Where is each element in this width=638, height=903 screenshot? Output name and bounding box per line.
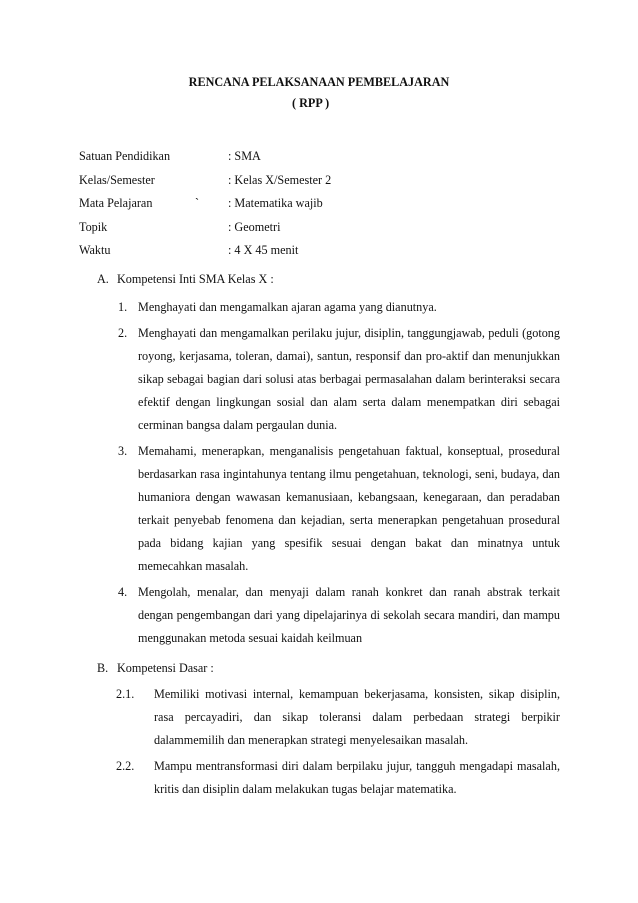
meta-label: Satuan Pendidikan (79, 149, 171, 163)
meta-label: Waktu (79, 243, 111, 257)
list-item (116, 683, 560, 752)
section-heading-text: Kompetensi Dasar : (117, 661, 214, 675)
item-number: 4. (118, 585, 128, 599)
meta-value: : Kelas X/Semester 2 (228, 172, 332, 187)
kompetensi-inti-list (118, 296, 560, 650)
meta-label: Kelas/Semester (79, 172, 155, 187)
item-number: 2.2. (116, 759, 135, 773)
item-number: 3. (118, 444, 128, 458)
document-subtitle: ( RPP ) (292, 96, 330, 110)
list-item (118, 581, 560, 650)
meta-mark: ` (195, 196, 200, 210)
section-letter: B. (97, 661, 109, 675)
item-number: 2.1. (116, 687, 135, 701)
item-text: Memahami, menerapkan, menganalisis pengetahuan faktual, konseptual, prosedural berdasarkan rasa ingintahunya tentang ilmu pengetahuan, teknologi, seni, budaya, dan humaniora dengan wawasan kemanusiaan, kebangsaan, kenegaraan, dan peradaban terkait penyebab fenomena dan kejadian, serta menerapkan pengetahuan prosedural pada bidang kajian yang spesifik sesuai dengan bakat dan minatnya untuk memecahkan masalah. (138, 444, 560, 573)
item-text: Menghayati dan mengamalkan perilaku jujur, disiplin, tanggungjawab, peduli (gotong royong, kerjasama, toleran, damai), santun, responsif dan pro-aktif dan menunjukkan sikap sebagai bagian dari solusi atas berbagai permasalahan dalam berinteraksi secara efektif dengan lingkungan sosial dan alam serta dalam menempatkan diri sebagai cerminan bangsa dalam pergaulan dunia. (138, 326, 560, 432)
kompetensi-dasar-list (116, 683, 560, 801)
meta-label: Mata Pelajaran (79, 196, 153, 210)
list-item (116, 755, 560, 801)
section-letter: A. (97, 272, 109, 286)
meta-value: : SMA (228, 149, 261, 163)
section-a-heading (97, 270, 274, 288)
section-heading-text: Kompetensi Inti SMA Kelas X : (117, 272, 274, 286)
item-text: Memiliki motivasi internal, kemampuan bekerjasama, konsisten, sikap disiplin, rasa percayadiri, dan sikap toleransi dalam perbedaan strategi berpikir dalammemilih dan menerapkan strategi menyelesaikan masalah. (154, 687, 560, 747)
document-title (0, 73, 638, 91)
title-text: RENCANA PELAKSANAAN PEMBELAJARAN (188, 75, 450, 89)
meta-label: Topik (79, 219, 108, 234)
meta-value: : Matematika wajib (228, 196, 323, 210)
list-item (118, 322, 560, 437)
item-number: 2. (118, 326, 128, 340)
item-text: Mengolah, menalar, dan menyaji dalam ranah konkret dan ranah abstrak terkait dengan pengembangan dari yang dipelajarinya di sekolah secara mandiri, dan mampu menggunakan metoda sesuai kaidah keilmuan (138, 585, 560, 645)
meta-value: : Geometri (228, 219, 281, 234)
item-number: 1. (118, 300, 128, 314)
item-text: Mampu mentransformasi diri dalam berpilaku jujur, tangguh mengadapi masalah, kritis dan disiplin dalam melakukan tugas belajar matematika. (154, 759, 560, 796)
item-text: Menghayati dan mengamalkan ajaran agama yang dianutnya. (138, 300, 437, 314)
meta-value: : 4 X 45 menit (228, 243, 299, 257)
section-b-heading (97, 659, 214, 677)
list-item (118, 440, 560, 578)
list-item (118, 296, 560, 319)
